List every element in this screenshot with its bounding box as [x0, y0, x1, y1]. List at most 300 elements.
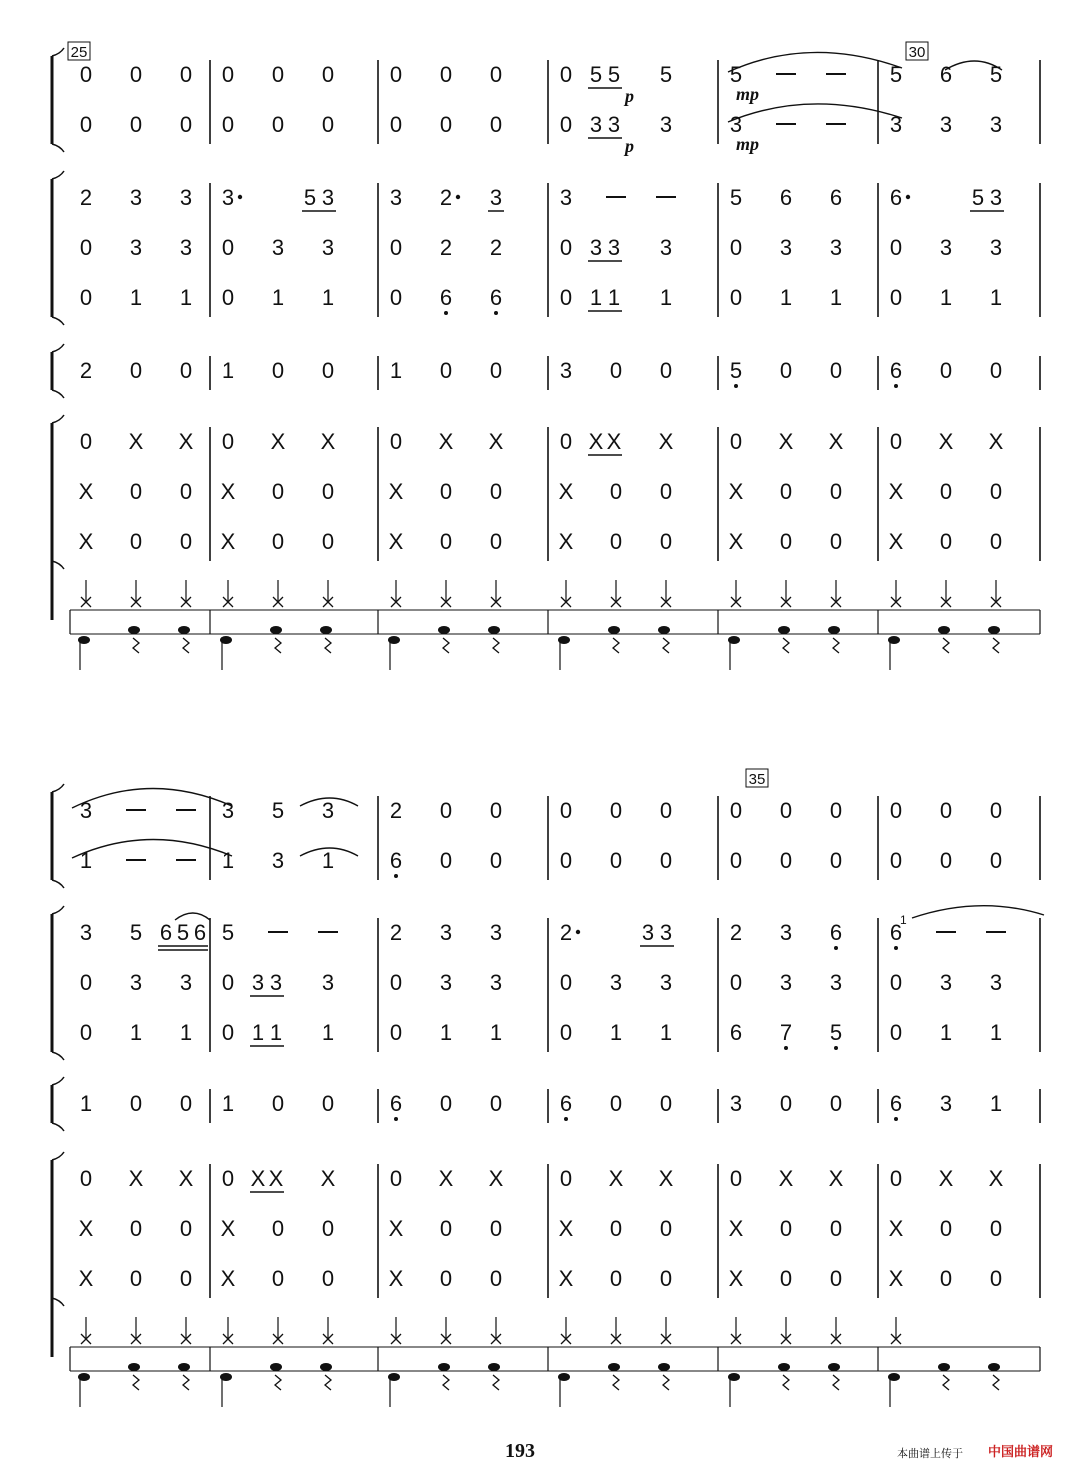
note: 0: [321, 358, 335, 383]
note: 3: [989, 970, 1003, 995]
note: 0: [389, 970, 403, 995]
note: 0: [889, 429, 903, 454]
note: 0: [559, 429, 573, 454]
note: 3: [829, 235, 843, 260]
octave-dot-low: [444, 311, 448, 315]
note: 1: [179, 285, 193, 310]
rest-mark: [663, 638, 669, 653]
percussion-hit: X: [388, 1266, 404, 1291]
percussion-hit: X: [178, 1166, 194, 1191]
note: 1: [321, 1020, 335, 1045]
note: 0: [559, 970, 573, 995]
note: 0: [559, 62, 573, 87]
note: 3: [321, 235, 335, 260]
snare-head: [488, 626, 500, 634]
note: 0: [989, 1266, 1003, 1291]
note: 0: [889, 798, 903, 823]
snare-head: [438, 1363, 450, 1371]
percussion-hit: X: [988, 1166, 1004, 1191]
snare-head: [658, 626, 670, 634]
note: 1: [607, 285, 621, 310]
note: 0: [79, 62, 93, 87]
snare-head: [488, 1363, 500, 1371]
slur: [728, 52, 902, 72]
note: 0: [389, 62, 403, 87]
snare-head: [270, 1363, 282, 1371]
rest-mark: [325, 638, 331, 653]
rest-mark: [133, 1375, 139, 1390]
note: 0: [439, 1216, 453, 1241]
note: 1: [251, 1020, 265, 1045]
note: 1: [609, 1020, 623, 1045]
percussion-hit: X: [888, 479, 904, 504]
note: 0: [889, 848, 903, 873]
note: 0: [79, 235, 93, 260]
note: 0: [889, 1020, 903, 1045]
octave-dot-low: [494, 311, 498, 315]
percussion-hit: X: [78, 529, 94, 554]
note: 0: [129, 1091, 143, 1116]
note: 0: [609, 1091, 623, 1116]
note: X: [606, 429, 622, 454]
note: 0: [129, 112, 143, 137]
note: 5: [221, 920, 235, 945]
note: 1: [79, 848, 93, 873]
note: 2: [439, 235, 453, 260]
rehearsal-mark: 35: [748, 771, 766, 788]
note: 3: [321, 185, 335, 210]
note: 5: [989, 62, 1003, 87]
note: 0: [659, 529, 673, 554]
note: 0: [829, 1091, 843, 1116]
note: 1: [221, 848, 235, 873]
snare-head: [608, 626, 620, 634]
note: 0: [939, 1266, 953, 1291]
slur: [728, 104, 902, 122]
percussion-hit: X: [178, 429, 194, 454]
note: 3: [609, 970, 623, 995]
note: 3: [989, 185, 1003, 210]
note: 0: [779, 358, 793, 383]
percussion-hit: X: [488, 429, 504, 454]
percussion-hit: X: [938, 429, 954, 454]
note: 3: [659, 970, 673, 995]
note: 1: [221, 1091, 235, 1116]
rest-mark: [443, 638, 449, 653]
note: 0: [439, 848, 453, 873]
octave-dot-low: [894, 946, 898, 950]
note: 0: [439, 529, 453, 554]
percussion-hit: X: [888, 1266, 904, 1291]
note: 3: [489, 920, 503, 945]
note: 6: [489, 285, 503, 310]
percussion-hit: X: [220, 479, 236, 504]
note: 3: [939, 112, 953, 137]
note: 3: [607, 112, 621, 137]
note: 0: [939, 358, 953, 383]
note: 1: [269, 1020, 283, 1045]
note: 1: [321, 848, 335, 873]
note: 1: [829, 285, 843, 310]
augmentation-dot: [576, 930, 580, 934]
footer-upload-note: 本曲谱上传于: [897, 1448, 963, 1460]
note: 1: [439, 1020, 453, 1045]
note: 0: [321, 112, 335, 137]
note: 0: [559, 848, 573, 873]
rest-mark: [493, 638, 499, 653]
note: 0: [321, 1091, 335, 1116]
note: 0: [489, 848, 503, 873]
rest-mark: [183, 638, 189, 653]
snare-head: [270, 626, 282, 634]
note: 0: [729, 285, 743, 310]
note: 0: [829, 848, 843, 873]
percussion-hit: X: [988, 429, 1004, 454]
note: 0: [179, 112, 193, 137]
note: 0: [129, 1216, 143, 1241]
snare-head: [938, 626, 950, 634]
note: 3: [829, 970, 843, 995]
note: 3: [389, 185, 403, 210]
snare-head: [988, 626, 1000, 634]
note: X: [250, 1166, 266, 1191]
percussion-hit: X: [658, 1166, 674, 1191]
note: 0: [271, 62, 285, 87]
note: 0: [79, 1020, 93, 1045]
note: 1: [389, 358, 403, 383]
bracket-hook: [52, 1077, 64, 1131]
note: 0: [559, 112, 573, 137]
bracket-hook: [52, 906, 64, 1060]
snare-head: [778, 1363, 790, 1371]
note: 0: [179, 529, 193, 554]
note: 0: [439, 1091, 453, 1116]
octave-dot-low: [784, 1046, 788, 1050]
note: 3: [559, 358, 573, 383]
snare-head: [658, 1363, 670, 1371]
note: 0: [129, 1266, 143, 1291]
note: 3: [729, 112, 743, 137]
note: 0: [989, 358, 1003, 383]
percussion-hit: X: [828, 429, 844, 454]
note: 0: [489, 1216, 503, 1241]
note: 0: [779, 1216, 793, 1241]
note: 0: [829, 1216, 843, 1241]
percussion-hit: X: [128, 1166, 144, 1191]
slur: [72, 839, 232, 858]
note: 1: [129, 285, 143, 310]
note: 1: [939, 285, 953, 310]
note: X: [588, 429, 604, 454]
note: 0: [389, 285, 403, 310]
octave-dot-low: [894, 1117, 898, 1121]
note: 0: [439, 479, 453, 504]
note: 2: [729, 920, 743, 945]
note: 1: [589, 285, 603, 310]
note: 5: [176, 920, 190, 945]
note: 0: [221, 235, 235, 260]
dynamic-mark: p: [625, 136, 634, 156]
rest-mark: [783, 638, 789, 653]
note: 3: [589, 112, 603, 137]
rest-mark: [183, 1375, 189, 1390]
note: 0: [129, 62, 143, 87]
note: 0: [389, 112, 403, 137]
note: 0: [609, 358, 623, 383]
note: 0: [729, 1166, 743, 1191]
snare-head: [828, 626, 840, 634]
note: 3: [271, 848, 285, 873]
note: 6: [889, 358, 903, 383]
note: 0: [489, 1266, 503, 1291]
note: 7: [779, 1020, 793, 1045]
note: 0: [889, 1166, 903, 1191]
snare-head: [988, 1363, 1000, 1371]
note: 0: [489, 62, 503, 87]
note: 6: [889, 920, 903, 945]
note: 0: [779, 1091, 793, 1116]
note: 2: [439, 185, 453, 210]
note: 1: [989, 285, 1003, 310]
note: 3: [321, 970, 335, 995]
percussion-hit: X: [388, 1216, 404, 1241]
note: 0: [389, 429, 403, 454]
note: 1: [659, 1020, 673, 1045]
note: 3: [659, 112, 673, 137]
augmentation-dot: [238, 195, 242, 199]
note: 3: [129, 235, 143, 260]
percussion-hit: X: [558, 529, 574, 554]
note: 3: [221, 185, 235, 210]
note: 3: [559, 185, 573, 210]
note: 0: [321, 62, 335, 87]
note: 0: [271, 529, 285, 554]
note: 0: [989, 529, 1003, 554]
note: 5: [607, 62, 621, 87]
note: 5: [271, 798, 285, 823]
note: 0: [439, 62, 453, 87]
note: 1: [221, 358, 235, 383]
dynamic-mark: mp: [736, 84, 760, 104]
note: 0: [221, 970, 235, 995]
note: 0: [221, 285, 235, 310]
bracket-hook: [52, 171, 64, 325]
note: 1: [989, 1091, 1003, 1116]
note: 0: [489, 358, 503, 383]
rest-mark: [833, 1375, 839, 1390]
note: 6: [159, 920, 173, 945]
snare-head: [178, 626, 190, 634]
rest-mark: [943, 638, 949, 653]
note: 3: [607, 235, 621, 260]
note: 0: [129, 479, 143, 504]
note: 5: [729, 62, 743, 87]
bracket-hook: [52, 48, 64, 152]
rest-mark: [325, 1375, 331, 1390]
note: 2: [559, 920, 573, 945]
note: 6: [389, 848, 403, 873]
rest-mark: [613, 638, 619, 653]
percussion-hit: X: [728, 529, 744, 554]
note: 0: [609, 1216, 623, 1241]
note: 0: [489, 529, 503, 554]
bracket-hook: [52, 1152, 64, 1306]
note: 0: [659, 798, 673, 823]
note: 5: [729, 185, 743, 210]
note: 0: [179, 1266, 193, 1291]
note: 0: [439, 798, 453, 823]
snare-head: [128, 626, 140, 634]
note: 3: [489, 185, 503, 210]
note: 0: [889, 235, 903, 260]
note: 0: [79, 285, 93, 310]
note: 0: [609, 529, 623, 554]
note: 0: [939, 798, 953, 823]
note: 0: [559, 798, 573, 823]
rest-mark: [275, 1375, 281, 1390]
note: 5: [129, 920, 143, 945]
note: 0: [221, 1166, 235, 1191]
note: 3: [129, 970, 143, 995]
note: 0: [729, 970, 743, 995]
system-2: [52, 769, 1040, 1407]
note: 0: [221, 62, 235, 87]
note: 3: [989, 112, 1003, 137]
note: 0: [829, 479, 843, 504]
note: 0: [659, 1091, 673, 1116]
percussion-hit: X: [320, 1166, 336, 1191]
note: 0: [729, 798, 743, 823]
note: 0: [939, 1216, 953, 1241]
note: 0: [939, 479, 953, 504]
note: 3: [439, 970, 453, 995]
rest-mark: [275, 638, 281, 653]
note: 3: [989, 235, 1003, 260]
octave-dot-low: [564, 1117, 568, 1121]
note: 0: [829, 1266, 843, 1291]
note: 0: [779, 848, 793, 873]
note: 0: [489, 479, 503, 504]
note: 3: [589, 235, 603, 260]
note: 3: [939, 1091, 953, 1116]
note: 0: [829, 529, 843, 554]
note: 1: [779, 285, 793, 310]
note: 3: [939, 235, 953, 260]
note: 3: [439, 920, 453, 945]
dynamic-mark: mp: [736, 134, 760, 154]
snare-head: [320, 1363, 332, 1371]
percussion-hit: X: [438, 429, 454, 454]
note: 6: [729, 1020, 743, 1045]
dynamic-mark: p: [625, 86, 634, 106]
note: 2: [489, 235, 503, 260]
note: 3: [79, 920, 93, 945]
note: 0: [609, 1266, 623, 1291]
note: 5: [729, 358, 743, 383]
note: 6: [829, 920, 843, 945]
percussion-hit: X: [78, 479, 94, 504]
snare-head: [828, 1363, 840, 1371]
note: 0: [79, 1166, 93, 1191]
rest-mark: [943, 1375, 949, 1390]
percussion-hit: X: [558, 1216, 574, 1241]
percussion-hit: X: [220, 529, 236, 554]
note: 0: [989, 848, 1003, 873]
rest-mark: [493, 1375, 499, 1390]
note: 0: [989, 1216, 1003, 1241]
octave-dot-low: [834, 946, 838, 950]
note: 0: [271, 112, 285, 137]
bracket-hook: [52, 415, 64, 569]
note: 0: [779, 798, 793, 823]
note: 0: [559, 235, 573, 260]
note: 6: [829, 185, 843, 210]
note: 0: [79, 112, 93, 137]
note: 0: [559, 285, 573, 310]
note: 3: [779, 970, 793, 995]
note: 3: [779, 920, 793, 945]
note: 0: [389, 1020, 403, 1045]
note: 0: [221, 1020, 235, 1045]
octave-dot-low: [394, 874, 398, 878]
note: 0: [659, 479, 673, 504]
rehearsal-mark: 25: [70, 44, 88, 61]
note: 3: [729, 1091, 743, 1116]
note: 0: [221, 429, 235, 454]
note: 0: [271, 1216, 285, 1241]
note: 0: [321, 1216, 335, 1241]
note: 3: [221, 798, 235, 823]
note: 0: [609, 798, 623, 823]
note: 0: [489, 112, 503, 137]
grace-note: 1: [900, 913, 907, 927]
note: 0: [129, 358, 143, 383]
snare-head: [938, 1363, 950, 1371]
note: 0: [829, 358, 843, 383]
note: 0: [559, 1020, 573, 1045]
note: 0: [659, 358, 673, 383]
percussion-hit: X: [320, 429, 336, 454]
percussion-hit: X: [388, 479, 404, 504]
footer-site-logo: 中国曲谱网: [988, 1444, 1054, 1459]
note: 3: [321, 798, 335, 823]
note: 3: [271, 235, 285, 260]
note: 6: [779, 185, 793, 210]
octave-dot-low: [394, 1117, 398, 1121]
note: 6: [939, 62, 953, 87]
slur: [912, 906, 1044, 918]
note: 0: [559, 1166, 573, 1191]
rest-mark: [993, 638, 999, 653]
rest-mark: [133, 638, 139, 653]
percussion-hit: X: [78, 1266, 94, 1291]
note: 0: [439, 112, 453, 137]
note: 0: [179, 1216, 193, 1241]
note: 0: [779, 529, 793, 554]
page-number: 193: [505, 1440, 535, 1462]
note: 1: [989, 1020, 1003, 1045]
note: 0: [729, 429, 743, 454]
note: 0: [321, 479, 335, 504]
note: 0: [79, 429, 93, 454]
note: 1: [79, 1091, 93, 1116]
bracket-hook: [52, 344, 64, 398]
augmentation-dot: [456, 195, 460, 199]
percussion-hit: X: [608, 1166, 624, 1191]
snare-head: [320, 626, 332, 634]
note: 2: [389, 798, 403, 823]
percussion-hit: X: [488, 1166, 504, 1191]
